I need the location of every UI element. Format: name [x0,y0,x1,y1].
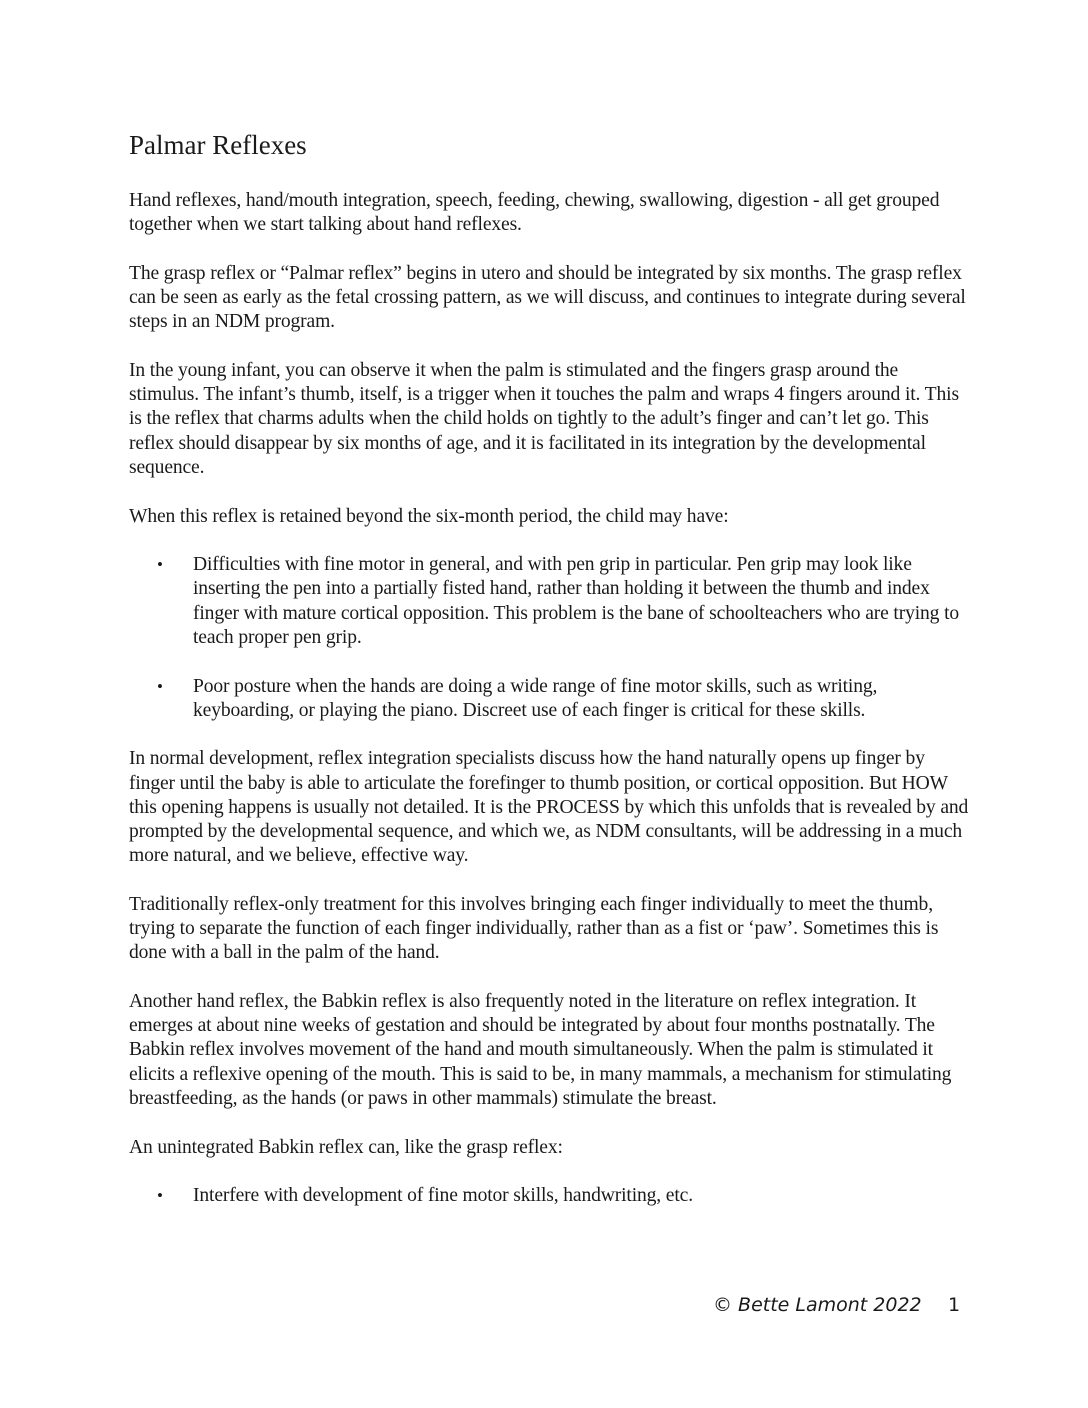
paragraph-retained-reflex: When this reflex is retained beyond the six-month period, the child may have: [129,505,729,527]
document-page [129,128,969,1233]
bullet-icon: • [157,1186,163,1206]
bullet-icon: • [157,555,163,575]
paragraph-normal-development: In normal development, reflex integration specialists discuss how the hand naturally opens up finger by finger until the baby is able to articulate the forefinger to thumb position, or cortical opposition. But HOW this opening happens is usually not detailed. It is the PROCESS by which this unfolds that is revealed by and prompted by the developmental sequence, and which we, as NDM consultants, will be addressing in a much more natural, and we believe, effective way. [129,748,969,867]
list-item [129,675,969,723]
bullet-text: Difficulties with fine motor in general, and with pen grip in particular. Pen grip may look like inserting the pen into a partially fisted hand, rather than holding it between the thumb and index finger with mature cortical opposition. This problem is the bane of schoolteachers who are trying to teach proper pen grip. [193,554,960,648]
footer-copyright: © Bette Lamont 2022 [713,1294,922,1316]
paragraph-grasp-reflex: The grasp reflex or “Palmar reflex” begins in utero and should be integrated by six months. The grasp reflex can be seen as early as the fetal crossing pattern, as we will discuss, and continues to integrate during several steps in an NDM program. [129,262,966,333]
bullet-list-babkin-symptoms [129,1184,969,1208]
bullet-text: Interfere with development of fine motor skills, handwriting, etc. [193,1185,693,1207]
list-item [129,553,969,650]
page-title: Palmar Reflexes [129,130,307,160]
list-item [129,1184,969,1208]
paragraph-babkin-reflex: Another hand reflex, the Babkin reflex is also frequently noted in the literature on reflex integration. It emerges at about nine weeks of gestation and should be integrated by about four months postnatally. The Babkin reflex involves movement of the hand and mouth simultaneously. When the palm is stimulated it elicits a reflexive opening of the mouth. This is said to be, in many mammals, a mechanism for stimulating breastfeeding, as the hands (or paws in other mammals) stimulate the breast. [129,991,952,1109]
paragraph-young-infant: In the young infant, you can observe it when the palm is stimulated and the fingers grasp around the stimulus. The infant’s thumb, itself, is a trigger when it touches the palm and wraps 4 fingers around it. This is the reflex that charms adults when the child holds on tightly to the adult’s finger and can’t let go. This reflex should disappear by six months of age, and it is facilitated in its integration by the developmental sequence. [129,360,959,478]
bullet-list-retained-symptoms [129,553,969,723]
bullet-icon: • [157,676,163,696]
footer-page-number: 1 [948,1294,961,1316]
paragraph-traditional-treatment: Traditionally reflex-only treatment for this involves bringing each finger individually to meet the thumb, trying to separate the function of each finger individually, rather than as a fist or ‘paw’. Sometimes this is done with a ball in the palm of the hand. [129,893,939,964]
paragraph-unintegrated-babkin: An unintegrated Babkin reflex can, like the grasp reflex: [129,1136,563,1158]
paragraph-intro: Hand reflexes, hand/mouth integration, speech, feeding, chewing, swallowing, digestion - all get grouped together when we start talking about hand reflexes. [129,190,940,236]
bullet-text: Poor posture when the hands are doing a wide range of fine motor skills, such as writing, keyboarding, or playing the piano. Discreet use of each finger is critical for these skills. [193,675,878,721]
